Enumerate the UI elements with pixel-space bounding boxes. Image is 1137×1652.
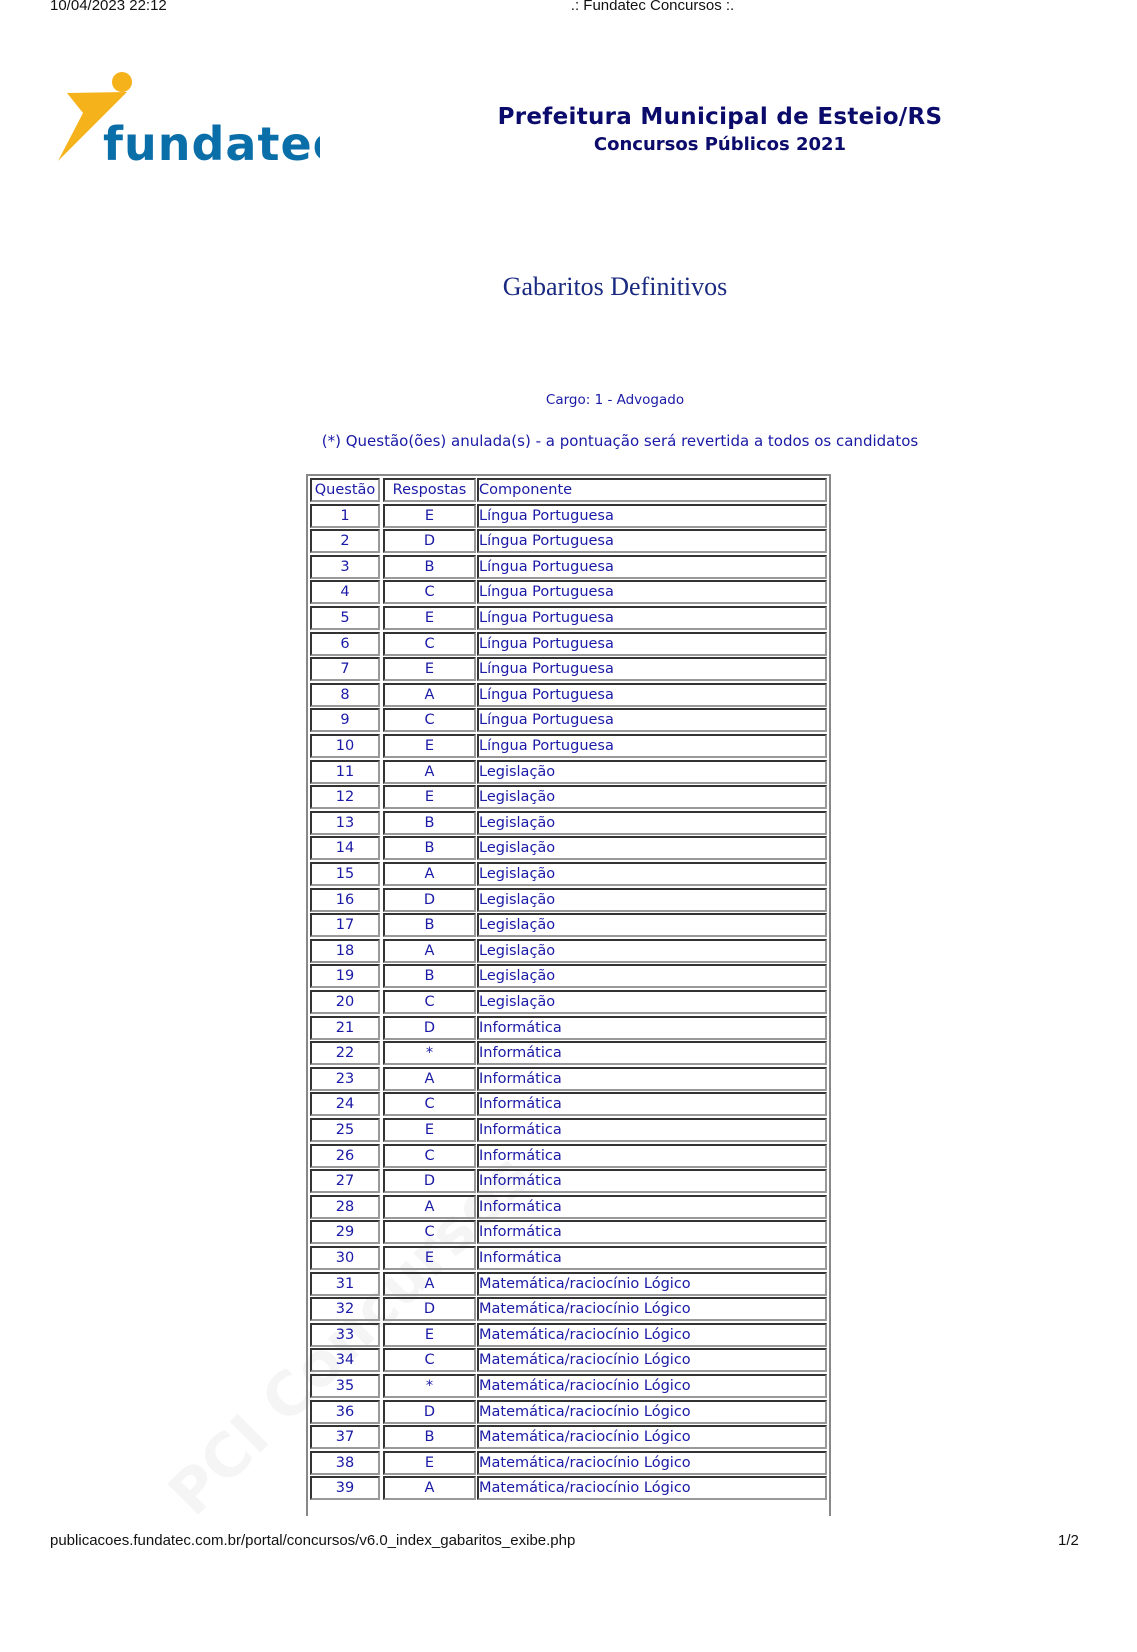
answer-cell: E (383, 785, 476, 809)
annulled-note: (*) Questão(ões) anulada(s) - a pontuação será revertida a todos os candidatos (321, 432, 919, 450)
table-row (308, 1348, 829, 1374)
answer-cell: D (383, 1169, 476, 1193)
component-cell: Informática (477, 1092, 827, 1116)
component-cell: Matemática/raciocínio Lógico (477, 1323, 827, 1347)
question-number-cell: 24 (310, 1092, 380, 1116)
table-row (308, 1323, 829, 1349)
question-number-cell: 31 (310, 1272, 380, 1296)
answer-cell: C (383, 1348, 476, 1372)
question-number-cell: 29 (310, 1220, 380, 1244)
question-number-cell: 37 (310, 1425, 380, 1449)
answer-cell: A (383, 760, 476, 784)
answer-cell: D (383, 529, 476, 553)
question-number-cell: 16 (310, 888, 380, 912)
table-row (308, 1220, 829, 1246)
component-cell: Matemática/raciocínio Lógico (477, 1451, 827, 1475)
component-cell: Informática (477, 1118, 827, 1142)
answer-cell: E (383, 606, 476, 630)
answer-cell: A (383, 1272, 476, 1296)
component-cell: Língua Portuguesa (477, 529, 827, 553)
component-cell: Língua Portuguesa (477, 708, 827, 732)
question-number-cell: 21 (310, 1016, 380, 1040)
question-number-cell: 33 (310, 1323, 380, 1347)
question-number-cell: 14 (310, 836, 380, 860)
component-cell: Informática (477, 1169, 827, 1193)
print-page-number: 1/2 (1058, 1532, 1079, 1549)
question-number-cell: 4 (310, 580, 380, 604)
table-row (308, 1195, 829, 1221)
table-row (308, 1374, 829, 1400)
svg-text:fundatec: fundatec (103, 117, 320, 168)
question-number-cell: 1 (310, 504, 380, 528)
table-row (308, 1272, 829, 1298)
question-number-cell: 25 (310, 1118, 380, 1142)
table-row (308, 939, 829, 965)
component-cell: Língua Portuguesa (477, 606, 827, 630)
answer-cell: B (383, 836, 476, 860)
question-number-cell: 9 (310, 708, 380, 732)
question-number-cell: 3 (310, 555, 380, 579)
question-number-cell: 15 (310, 862, 380, 886)
answer-cell: E (383, 657, 476, 681)
table-row (308, 580, 829, 606)
question-number-cell: 32 (310, 1297, 380, 1321)
answer-cell: B (383, 913, 476, 937)
component-cell: Matemática/raciocínio Lógico (477, 1348, 827, 1372)
table-row (308, 683, 829, 709)
component-cell: Legislação (477, 913, 827, 937)
table-row (308, 760, 829, 786)
answer-cell: A (383, 683, 476, 707)
component-cell: Legislação (477, 811, 827, 835)
question-number-cell: 28 (310, 1195, 380, 1219)
answer-cell: C (383, 632, 476, 656)
answer-cell: E (383, 734, 476, 758)
question-number-cell: 12 (310, 785, 380, 809)
question-number-cell: 17 (310, 913, 380, 937)
question-number-cell: 26 (310, 1144, 380, 1168)
answer-cell: D (383, 1400, 476, 1424)
component-cell: Matemática/raciocínio Lógico (477, 1425, 827, 1449)
component-cell: Legislação (477, 862, 827, 886)
table-row (308, 913, 829, 939)
component-cell: Informática (477, 1041, 827, 1065)
component-cell: Matemática/raciocínio Lógico (477, 1400, 827, 1424)
table-row (308, 734, 829, 760)
question-number-cell: 36 (310, 1400, 380, 1424)
answer-cell: E (383, 504, 476, 528)
question-number-cell: 13 (310, 811, 380, 835)
component-cell: Informática (477, 1246, 827, 1270)
component-cell: Informática (477, 1144, 827, 1168)
answer-cell: E (383, 1451, 476, 1475)
answer-cell: E (383, 1246, 476, 1270)
table-row (308, 1451, 829, 1477)
table-row (308, 1425, 829, 1451)
component-cell: Língua Portuguesa (477, 632, 827, 656)
table-row (308, 888, 829, 914)
table-row (308, 1144, 829, 1170)
question-number-cell: 35 (310, 1374, 380, 1398)
question-number-cell: 10 (310, 734, 380, 758)
page-heading: Gabaritos Definitivos (502, 272, 728, 301)
table-row (308, 1400, 829, 1426)
answer-cell: B (383, 964, 476, 988)
component-cell: Informática (477, 1195, 827, 1219)
table-row (308, 836, 829, 862)
component-cell: Legislação (477, 785, 827, 809)
table-row (308, 606, 829, 632)
question-number-cell: 39 (310, 1476, 380, 1500)
print-page-title: .: Fundatec Concursos :. (570, 0, 735, 14)
question-number-cell: 23 (310, 1067, 380, 1091)
component-cell: Língua Portuguesa (477, 657, 827, 681)
component-cell: Informática (477, 1016, 827, 1040)
answer-cell: * (383, 1041, 476, 1065)
question-number-cell: 6 (310, 632, 380, 656)
question-number-cell: 7 (310, 657, 380, 681)
question-number-cell: 11 (310, 760, 380, 784)
answer-cell: D (383, 1297, 476, 1321)
answer-cell: A (383, 1195, 476, 1219)
question-number-cell: 19 (310, 964, 380, 988)
table-row (308, 990, 829, 1016)
table-row (308, 1016, 829, 1042)
table-row (308, 1067, 829, 1093)
header-subtitle: Concursos Públicos 2021 (593, 134, 847, 155)
table-row (308, 1041, 829, 1067)
component-cell: Legislação (477, 939, 827, 963)
answer-cell: E (383, 1323, 476, 1347)
answer-cell: A (383, 939, 476, 963)
table-row (308, 785, 829, 811)
answers-table (306, 474, 831, 1516)
answer-cell: D (383, 888, 476, 912)
header-title: Prefeitura Municipal de Esteio/RS (497, 104, 943, 130)
table-row (308, 1118, 829, 1144)
component-cell: Língua Portuguesa (477, 683, 827, 707)
component-cell: Legislação (477, 760, 827, 784)
table-row (308, 811, 829, 837)
question-number-cell: 27 (310, 1169, 380, 1193)
component-cell: Informática (477, 1220, 827, 1244)
answer-cell: E (383, 1118, 476, 1142)
component-cell: Legislação (477, 964, 827, 988)
header-componente: Componente (477, 478, 827, 502)
answer-cell: A (383, 1476, 476, 1500)
table-row (308, 504, 829, 530)
table-row (308, 1169, 829, 1195)
answer-cell: B (383, 555, 476, 579)
table-row (308, 632, 829, 658)
component-cell: Informática (477, 1067, 827, 1091)
print-url: publicacoes.fundatec.com.br/portal/concursos/v6.0_index_gabaritos_exibe.php (50, 1532, 576, 1549)
answer-cell: C (383, 1092, 476, 1116)
answer-cell: D (383, 1016, 476, 1040)
component-cell: Língua Portuguesa (477, 734, 827, 758)
answer-cell: A (383, 862, 476, 886)
table-row (308, 657, 829, 683)
question-number-cell: 20 (310, 990, 380, 1014)
component-cell: Matemática/raciocínio Lógico (477, 1297, 827, 1321)
component-cell: Legislação (477, 836, 827, 860)
table-row (308, 1246, 829, 1272)
answer-cell: C (383, 708, 476, 732)
component-cell: Língua Portuguesa (477, 580, 827, 604)
table-row (308, 529, 829, 555)
answer-cell: C (383, 580, 476, 604)
answer-cell: B (383, 1425, 476, 1449)
answer-cell: A (383, 1067, 476, 1091)
question-number-cell: 18 (310, 939, 380, 963)
component-cell: Matemática/raciocínio Lógico (477, 1272, 827, 1296)
component-cell: Língua Portuguesa (477, 504, 827, 528)
component-cell: Legislação (477, 888, 827, 912)
answer-cell: B (383, 811, 476, 835)
answer-cell: * (383, 1374, 476, 1398)
header-respostas: Respostas (383, 478, 476, 502)
question-number-cell: 8 (310, 683, 380, 707)
component-cell: Legislação (477, 990, 827, 1014)
component-cell: Matemática/raciocínio Lógico (477, 1374, 827, 1398)
table-row (308, 964, 829, 990)
component-cell: Língua Portuguesa (477, 555, 827, 579)
answer-cell: C (383, 1220, 476, 1244)
question-number-cell: 22 (310, 1041, 380, 1065)
table-row (308, 708, 829, 734)
table-row (308, 862, 829, 888)
table-row (308, 1092, 829, 1118)
question-number-cell: 38 (310, 1451, 380, 1475)
table-row (308, 1476, 829, 1502)
header-questao: Questão (310, 478, 380, 502)
question-number-cell: 2 (310, 529, 380, 553)
table-row (308, 1297, 829, 1323)
answer-cell: C (383, 990, 476, 1014)
question-number-cell: 34 (310, 1348, 380, 1372)
question-number-cell: 5 (310, 606, 380, 630)
print-datetime: 10/04/2023 22:12 (50, 0, 167, 14)
question-number-cell: 30 (310, 1246, 380, 1270)
component-cell: Matemática/raciocínio Lógico (477, 1476, 827, 1500)
table-header-row (308, 478, 829, 504)
cargo-label: Cargo: 1 - Advogado (545, 392, 685, 408)
fundatec-logo (55, 68, 320, 168)
table-row (308, 555, 829, 581)
answer-cell: C (383, 1144, 476, 1168)
